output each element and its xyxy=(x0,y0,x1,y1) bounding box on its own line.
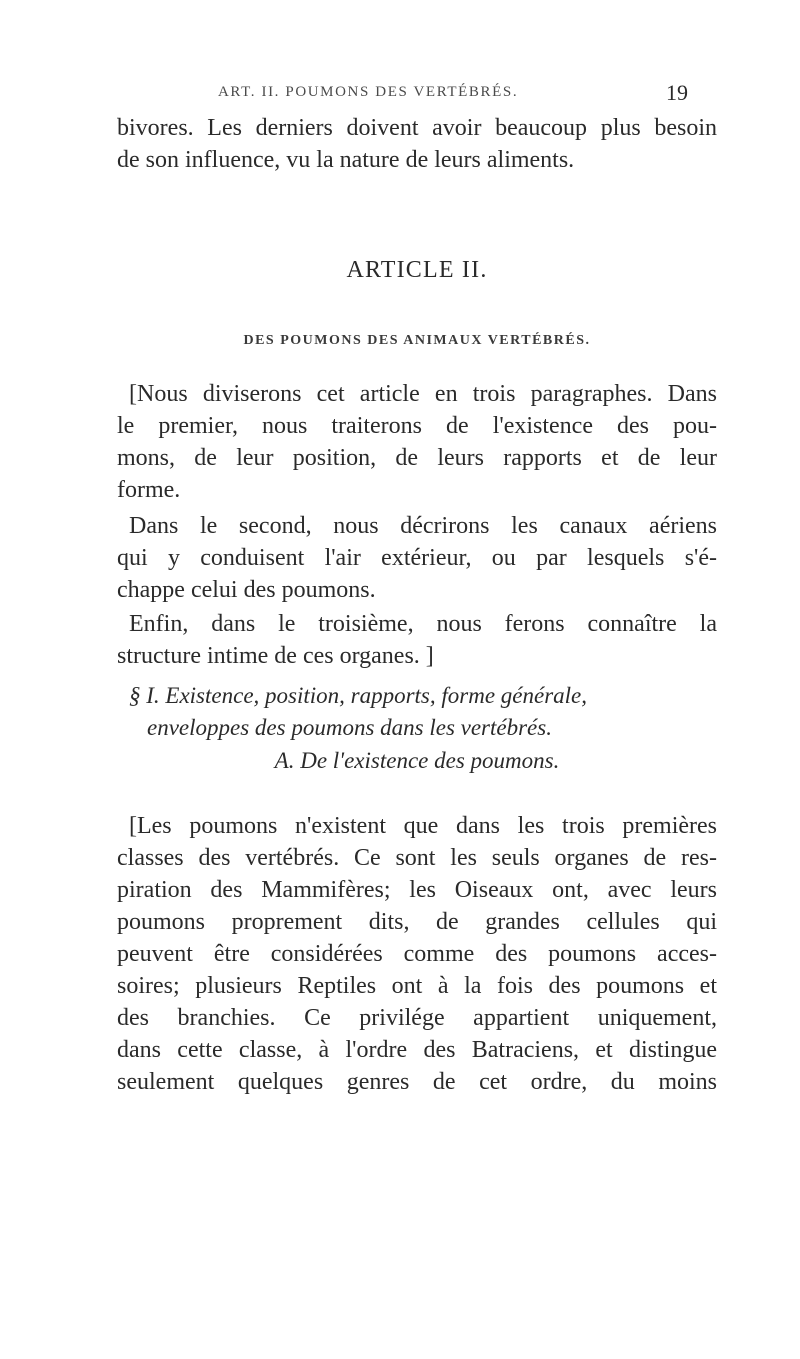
subsection-title: A. De l'existence des poumons. xyxy=(274,748,560,773)
page-number: 19 xyxy=(666,80,688,105)
text-line: poumons proprement dits, de grandes cellules qui xyxy=(117,909,717,935)
article-title: ARTICLE II. xyxy=(346,257,488,283)
text-line: forme. xyxy=(117,477,181,503)
section-heading xyxy=(117,680,717,744)
text-line: piration des Mammifères; les Oiseaux ont, avec leurs xyxy=(117,877,717,903)
paragraph-third xyxy=(117,608,717,672)
text-line: classes des vertébrés. Ce sont les seuls organes de res- xyxy=(117,845,717,871)
running-header xyxy=(218,80,688,105)
text-line: de son influence, vu la nature de leurs aliments. xyxy=(117,147,575,173)
text-line: des branchies. Ce privilége appartient uniquement, xyxy=(117,1005,717,1031)
section-title-line: § I. Existence, position, rapports, forme générale, xyxy=(129,683,588,708)
text-line: qui y conduisent l'air extérieur, ou par lesquels s'é- xyxy=(117,545,717,571)
intro-paragraph xyxy=(117,112,717,176)
paragraph-division xyxy=(117,378,717,506)
article-subtitle: DES POUMONS DES ANIMAUX VERTÉBRÉS. xyxy=(243,333,591,348)
paragraph-second xyxy=(117,510,717,606)
text-line: chappe celui des poumons. xyxy=(117,577,376,603)
running-title: ART. II. POUMONS DES VERTÉBRÉS. xyxy=(218,84,519,100)
text-line: soires; plusieurs Reptiles ont à la fois des poumons et xyxy=(117,973,717,999)
text-line: [Les poumons n'existent que dans les trois premières xyxy=(129,813,717,839)
text-line: le premier, nous traiterons de l'existence des pou- xyxy=(117,413,717,439)
text-line: seulement quelques genres de cet ordre, du moins xyxy=(117,1069,717,1095)
section-title-line: enveloppes des poumons dans les vertébrés. xyxy=(147,715,552,740)
text-line: Enfin, dans le troisième, nous ferons connaître la xyxy=(129,611,717,637)
text-line: peuvent être considérées comme des poumons acces- xyxy=(117,941,717,967)
text-line: mons, de leur position, de leurs rapports et de leur xyxy=(117,445,717,471)
text-line: bivores. Les derniers doivent avoir beaucoup plus besoin xyxy=(117,115,717,141)
text-line: structure intime de ces organes. ] xyxy=(117,643,434,669)
text-line: Dans le second, nous décrirons les canaux aériens xyxy=(129,513,717,539)
text-line: [Nous diviserons cet article en trois paragraphes. Dans xyxy=(129,381,717,407)
text-line: dans cette classe, à l'ordre des Batraciens, et distingue xyxy=(117,1037,717,1063)
paragraph-existence xyxy=(117,810,717,1098)
